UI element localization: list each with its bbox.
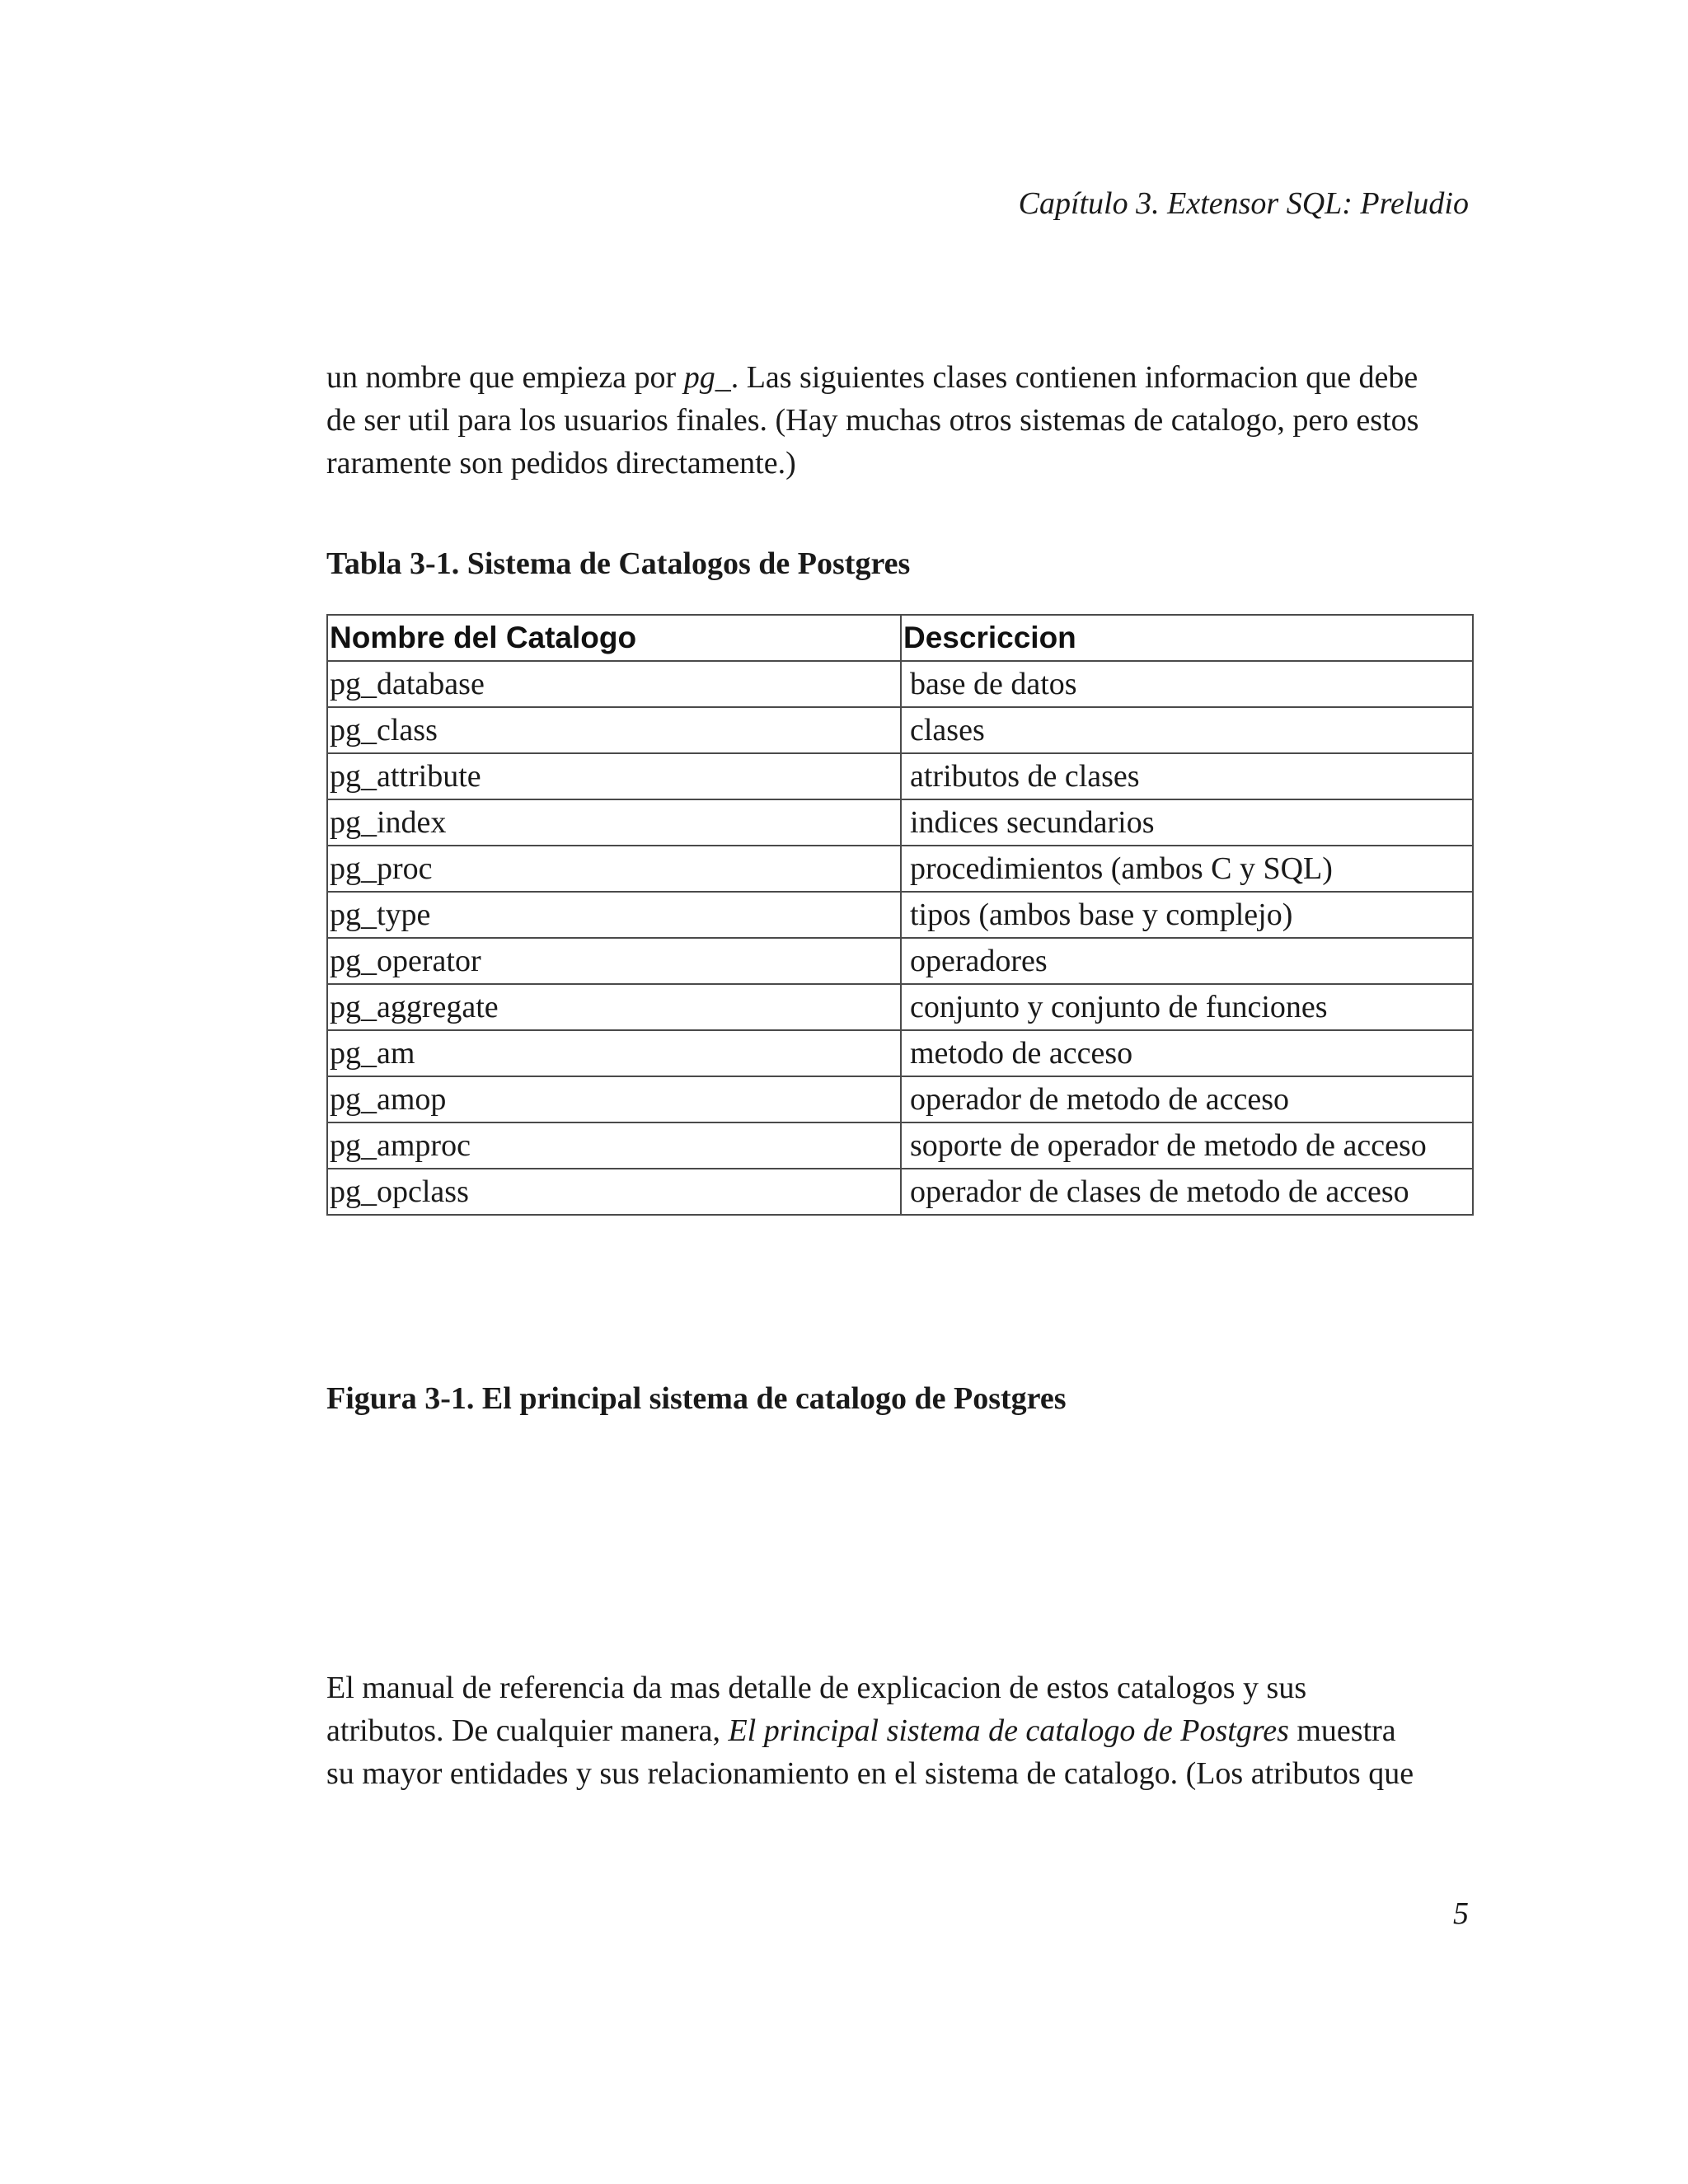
figure-caption: Figura 3-1. El principal sistema de catalogo de Postgres [326,1381,1067,1416]
catalog-name-cell: pg_class [327,707,901,753]
table-row [327,1122,1473,1169]
catalog-description-cell: indices secundarios [901,799,1473,846]
intro-paragraph [326,356,1480,485]
catalog-description-cell: operador de metodo de acceso [901,1076,1473,1122]
table-row [327,938,1473,984]
table-caption: Tabla 3-1. Sistema de Catalogos de Postgres [326,546,911,581]
table-row [327,753,1473,799]
table-row [327,707,1473,753]
intro-line-1: un nombre que empieza por pg_. Las siguientes clases contienen informacion que debe [326,360,1418,395]
catalog-name-cell: pg_opclass [327,1169,901,1215]
table-row [327,661,1473,707]
catalog-description-cell: procedimientos (ambos C y SQL) [901,846,1473,892]
running-header: Capítulo 3. Extensor SQL: Preludio [1018,186,1469,221]
catalog-name-cell: pg_attribute [327,753,901,799]
catalog-name-cell: pg_am [327,1030,901,1076]
table-row [327,984,1473,1030]
table-row [327,892,1473,938]
table-row [327,1169,1473,1215]
catalog-table [326,614,1474,1216]
table-row [327,1076,1473,1122]
outro-line-2: atributos. De cualquier manera, El principal sistema de catalogo de Postgres muestra [326,1713,1396,1748]
catalog-description-cell: tipos (ambos base y complejo) [901,892,1473,938]
page-number: 5 [1453,1896,1469,1931]
catalog-description-cell: base de datos [901,661,1473,707]
catalog-description-cell: metodo de acceso [901,1030,1473,1076]
column-header-description: Descriccion [901,615,1473,661]
figure-reference-link: El principal sistema de catalogo de Postgres [728,1713,1289,1748]
catalog-name-cell: pg_operator [327,938,901,984]
outro-paragraph [326,1666,1497,1795]
catalog-name-cell: pg_aggregate [327,984,901,1030]
intro-line-2: de ser util para los usuarios finales. (Hay muchas otros sistemas de catalogo, pero estos [326,403,1419,438]
intro-line-3: raramente son pedidos directamente.) [326,446,796,480]
catalog-description-cell: operador de clases de metodo de acceso [901,1169,1473,1215]
pg-prefix-emphasis: pg_ [683,360,731,395]
catalog-name-cell: pg_index [327,799,901,846]
catalog-name-cell: pg_amop [327,1076,901,1122]
catalog-name-cell: pg_proc [327,846,901,892]
catalog-name-cell: pg_database [327,661,901,707]
table-header-row [327,615,1473,661]
catalog-description-cell: soporte de operador de metodo de acceso [901,1122,1473,1169]
catalog-description-cell: atributos de clases [901,753,1473,799]
catalog-description-cell: operadores [901,938,1473,984]
column-header-name: Nombre del Catalogo [327,615,901,661]
catalog-table-body [327,661,1473,1215]
catalog-name-cell: pg_amproc [327,1122,901,1169]
catalog-description-cell: clases [901,707,1473,753]
outro-line-3: su mayor entidades y sus relacionamiento en el sistema de catalogo. (Los atributos que [326,1756,1414,1791]
table-row [327,799,1473,846]
catalog-description-cell: conjunto y conjunto de funciones [901,984,1473,1030]
table-row [327,846,1473,892]
table-row [327,1030,1473,1076]
outro-line-1: El manual de referencia da mas detalle de explicacion de estos catalogos y sus [326,1671,1307,1705]
catalog-name-cell: pg_type [327,892,901,938]
